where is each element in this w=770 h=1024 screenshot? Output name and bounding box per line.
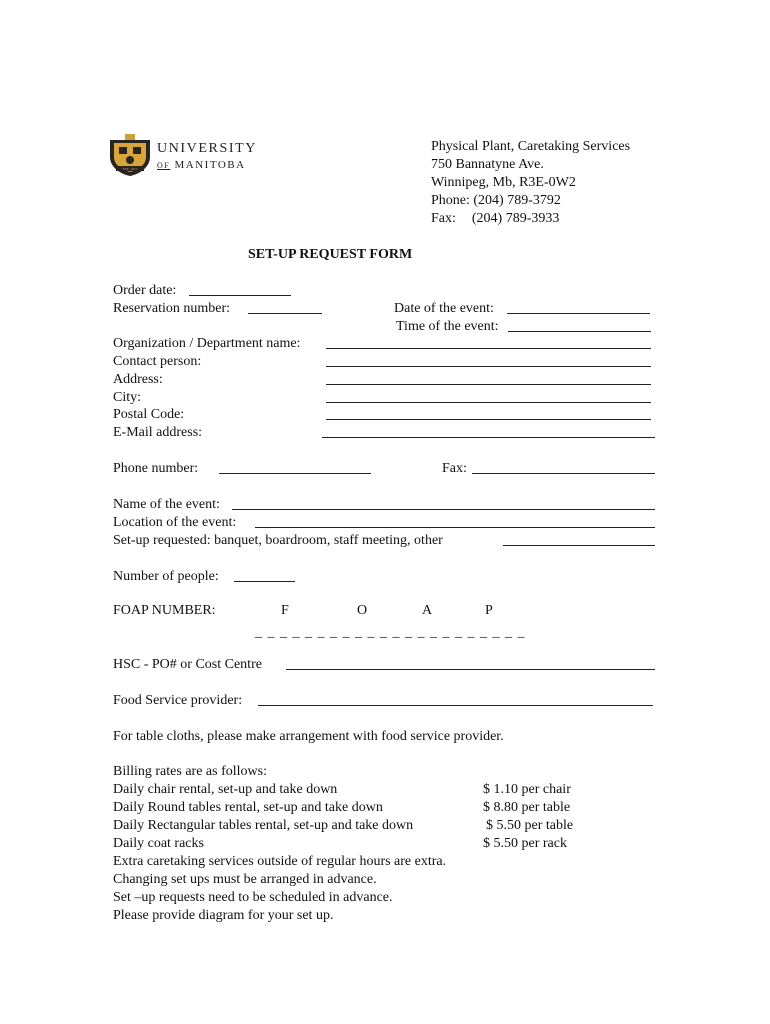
email-label: E-Mail address: xyxy=(113,425,203,440)
contact-person-field[interactable] xyxy=(326,366,651,367)
hsc-po-field[interactable] xyxy=(286,669,655,670)
email-field[interactable] xyxy=(322,437,655,438)
food-service-field[interactable] xyxy=(258,705,653,706)
address-fax: Fax: (204) 789-3933 xyxy=(431,211,560,226)
fax-field[interactable] xyxy=(472,473,655,474)
event-location-label: Location of the event: xyxy=(113,515,237,530)
number-of-people-field[interactable] xyxy=(234,581,295,582)
order-date-label: Order date: xyxy=(113,283,177,298)
hsc-po-label: HSC - PO# or Cost Centre xyxy=(113,657,262,672)
foap-a-label: A xyxy=(422,603,433,618)
billing-item: Daily chair rental, set-up and take down xyxy=(113,782,338,797)
foap-f-label: F xyxy=(281,603,289,618)
billing-item: Daily coat racks xyxy=(113,836,204,851)
order-date-field[interactable] xyxy=(189,295,291,296)
postal-code-field[interactable] xyxy=(326,419,651,420)
billing-heading: Billing rates are as follows: xyxy=(113,764,267,779)
time-of-event-label: Time of the event: xyxy=(396,319,499,334)
time-of-event-field[interactable] xyxy=(508,331,651,332)
billing-item: Daily Rectangular tables rental, set-up and take down xyxy=(113,818,414,833)
table-cloth-note: For table cloths, please make arrangement with food service provider. xyxy=(113,729,504,744)
logo-manitoba-text: OF MANITOBA xyxy=(157,159,246,171)
billing-note: Set –up requests need to be scheduled in advance. xyxy=(113,890,393,905)
address-dept: Physical Plant, Caretaking Services xyxy=(431,139,631,154)
billing-price: $ 5.50 per table xyxy=(486,818,574,833)
city-field[interactable] xyxy=(326,402,651,403)
food-service-label: Food Service provider: xyxy=(113,693,243,708)
address-street: 750 Bannatyne Ave. xyxy=(431,157,544,172)
university-logo xyxy=(108,133,152,182)
reservation-number-field[interactable] xyxy=(248,313,322,314)
billing-note: Extra caretaking services outside of regular hours are extra. xyxy=(113,854,447,869)
date-of-event-field[interactable] xyxy=(507,313,650,314)
svg-text:EST. 1877: EST. 1877 xyxy=(122,167,138,171)
logo-university-text: UNIVERSITY xyxy=(157,141,257,156)
contact-person-label: Contact person: xyxy=(113,354,202,369)
address-field[interactable] xyxy=(326,384,651,385)
billing-price: $ 8.80 per table xyxy=(483,800,571,815)
date-of-event-label: Date of the event: xyxy=(394,301,494,316)
university-crest-icon xyxy=(108,133,152,177)
org-dept-label: Organization / Department name: xyxy=(113,336,301,351)
foap-dashes-field[interactable]: _ _ _ _ _ _ _ _ _ _ _ _ _ _ _ _ _ _ _ _ _ _ xyxy=(255,625,526,640)
foap-p-label: P xyxy=(485,603,493,618)
billing-price: $ 5.50 per rack xyxy=(483,836,567,851)
billing-item: Daily Round tables rental, set-up and take down xyxy=(113,800,383,815)
number-of-people-label: Number of people: xyxy=(113,569,219,584)
fax-label: Fax: xyxy=(442,461,467,476)
event-name-label: Name of the event: xyxy=(113,497,220,512)
foap-number-label: FOAP NUMBER: xyxy=(113,603,216,618)
billing-note: Changing set ups must be arranged in advance. xyxy=(113,872,377,887)
address-phone: Phone: (204) 789-3792 xyxy=(431,193,561,208)
phone-number-label: Phone number: xyxy=(113,461,199,476)
city-label: City: xyxy=(113,390,142,405)
setup-other-field[interactable] xyxy=(503,545,655,546)
postal-code-label: Postal Code: xyxy=(113,407,185,422)
foap-o-label: O xyxy=(357,603,368,618)
org-dept-field[interactable] xyxy=(326,348,651,349)
billing-note: Please provide diagram for your set up. xyxy=(113,908,334,923)
address-label: Address: xyxy=(113,372,163,387)
phone-number-field[interactable] xyxy=(219,473,371,474)
form-title: SET-UP REQUEST FORM xyxy=(248,247,413,262)
event-name-field[interactable] xyxy=(232,509,655,510)
event-location-field[interactable] xyxy=(255,527,655,528)
billing-price: $ 1.10 per chair xyxy=(483,782,571,797)
address-city: Winnipeg, Mb, R3E-0W2 xyxy=(431,175,576,190)
setup-requested-label: Set-up requested: banquet, boardroom, staff meeting, other xyxy=(113,533,443,548)
reservation-number-label: Reservation number: xyxy=(113,301,231,316)
